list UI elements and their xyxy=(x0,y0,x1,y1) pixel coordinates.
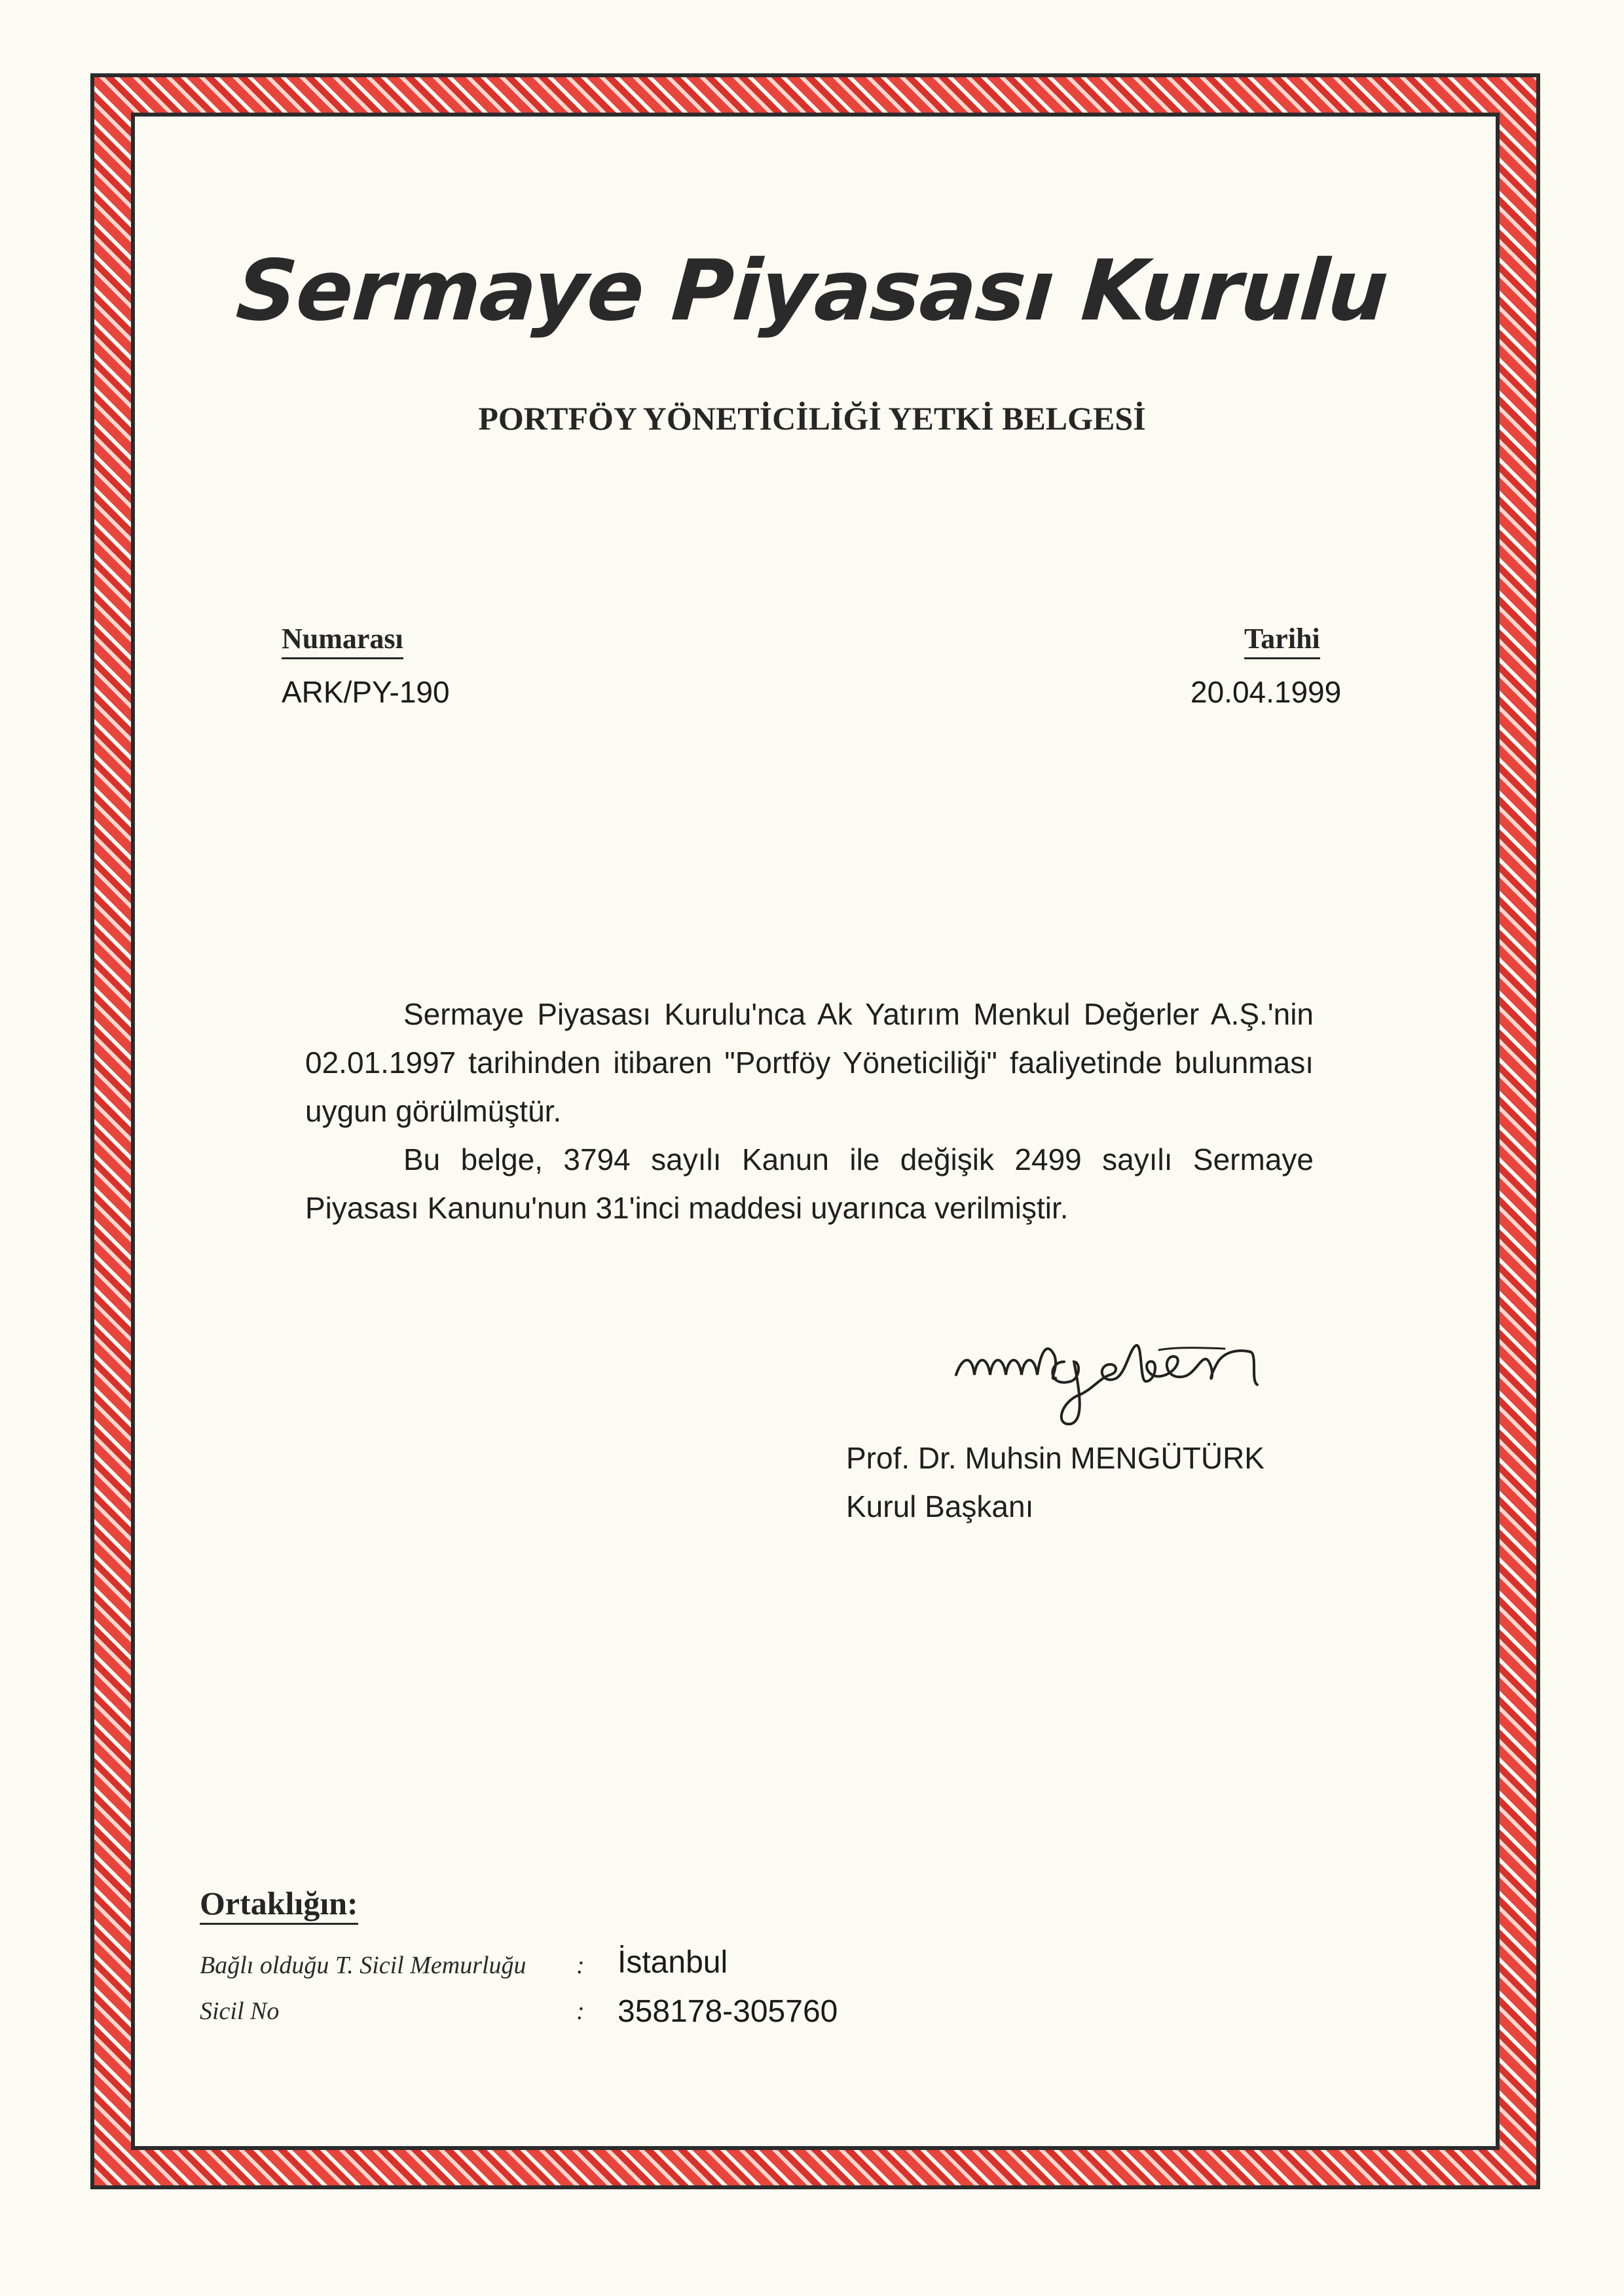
document-type-heading: PORTFÖY YÖNETİCİLİĞİ YETKİ BELGESİ xyxy=(478,400,1146,437)
date-value: 20.04.1999 xyxy=(1190,675,1342,709)
handwritten-signature xyxy=(950,1309,1290,1440)
signatory-name: Prof. Dr. Muhsin MENGÜTÜRK xyxy=(846,1441,1264,1475)
registry-number-label: Sicil No xyxy=(200,1997,280,2025)
signatory-title: Kurul Başkanı xyxy=(846,1489,1034,1523)
registry-number-value: 358178-305760 xyxy=(618,1994,838,2029)
registry-office-colon: : xyxy=(576,1952,585,1979)
institution-title: Sermaye Piyasası Kurulu xyxy=(233,242,1391,340)
certificate-body xyxy=(305,990,1314,1232)
body-paragraph-2: Bu belge, 3794 sayılı Kanun ile değişik 2499 sayılı Sermaye Piyasası Kanunu'nun 31'inci maddesi uyarınca verilmiştir. xyxy=(305,1142,1314,1225)
registration-heading: Ortaklığın: xyxy=(200,1886,358,1925)
body-paragraph-1: Sermaye Piyasası Kurulu'nca Ak Yatırım Menkul Değerler A.Ş.'nin 02.01.1997 tarihinden itibaren "Portföy Yöneticiliği" faaliyetinde bulunması uygun görülmüştür. xyxy=(305,997,1314,1128)
number-value: ARK/PY-190 xyxy=(282,675,450,709)
registry-office-label: Bağlı olduğu T. Sicil Memurluğu xyxy=(200,1952,526,1979)
date-label: Tarihi xyxy=(1244,623,1320,659)
signatory-block xyxy=(846,1434,1264,1531)
registry-number-colon: : xyxy=(576,1997,585,2025)
number-label: Numarası xyxy=(282,623,403,659)
registry-office-value: İstanbul xyxy=(618,1945,728,1980)
